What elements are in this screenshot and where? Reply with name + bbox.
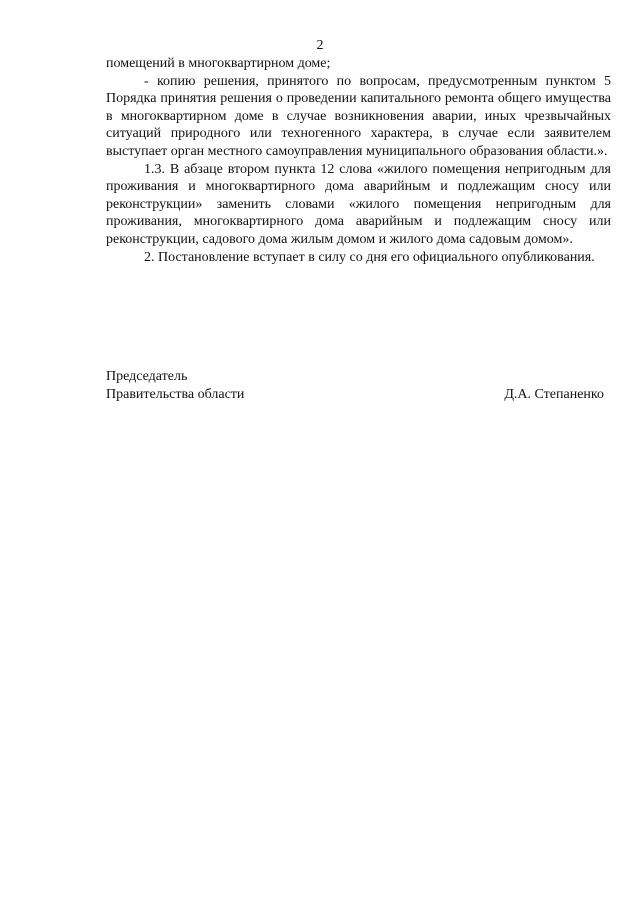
- paragraph-item-2: 2. Постановление вступает в силу со дня его официального опубликования.: [144, 249, 595, 265]
- signatory-name: Д.А. Степаненко: [504, 386, 604, 402]
- document-body: [106, 55, 611, 266]
- paragraph-decision-copy: - копию решения, принятого по вопросам, предусмотренным пунктом 5 Порядка принятия решения о проведении капитального ремонта общего имущества в многоквартирном доме в случае возникновения аварии, иных чрезвычайных ситуаций природного или техногенного характера, в случае если заявителем выступает орган местного самоуправления муниципального образования области.».: [106, 73, 611, 159]
- signature-row: [106, 386, 604, 404]
- paragraph-item-1-3: 1.3. В абзаце втором пункта 12 слова «жилого помещения непригодным для проживания и многоквартирного дома аварийным и подлежащим сносу или реконструкции» заменить словами «жилого помещения непригодным для проживания, многоквартирного дома аварийным и подлежащим сносу или реконструкции, садового дома жилым домом и жилого дома садовым домом».: [106, 161, 611, 247]
- signature-block: [106, 368, 604, 403]
- signatory-title-line2: Правительства области: [106, 386, 245, 402]
- page-number: 2: [316, 38, 324, 53]
- paragraph-continuation: помещений в многоквартирном доме;: [106, 56, 331, 71]
- signatory-title-line1: Председатель: [106, 369, 188, 384]
